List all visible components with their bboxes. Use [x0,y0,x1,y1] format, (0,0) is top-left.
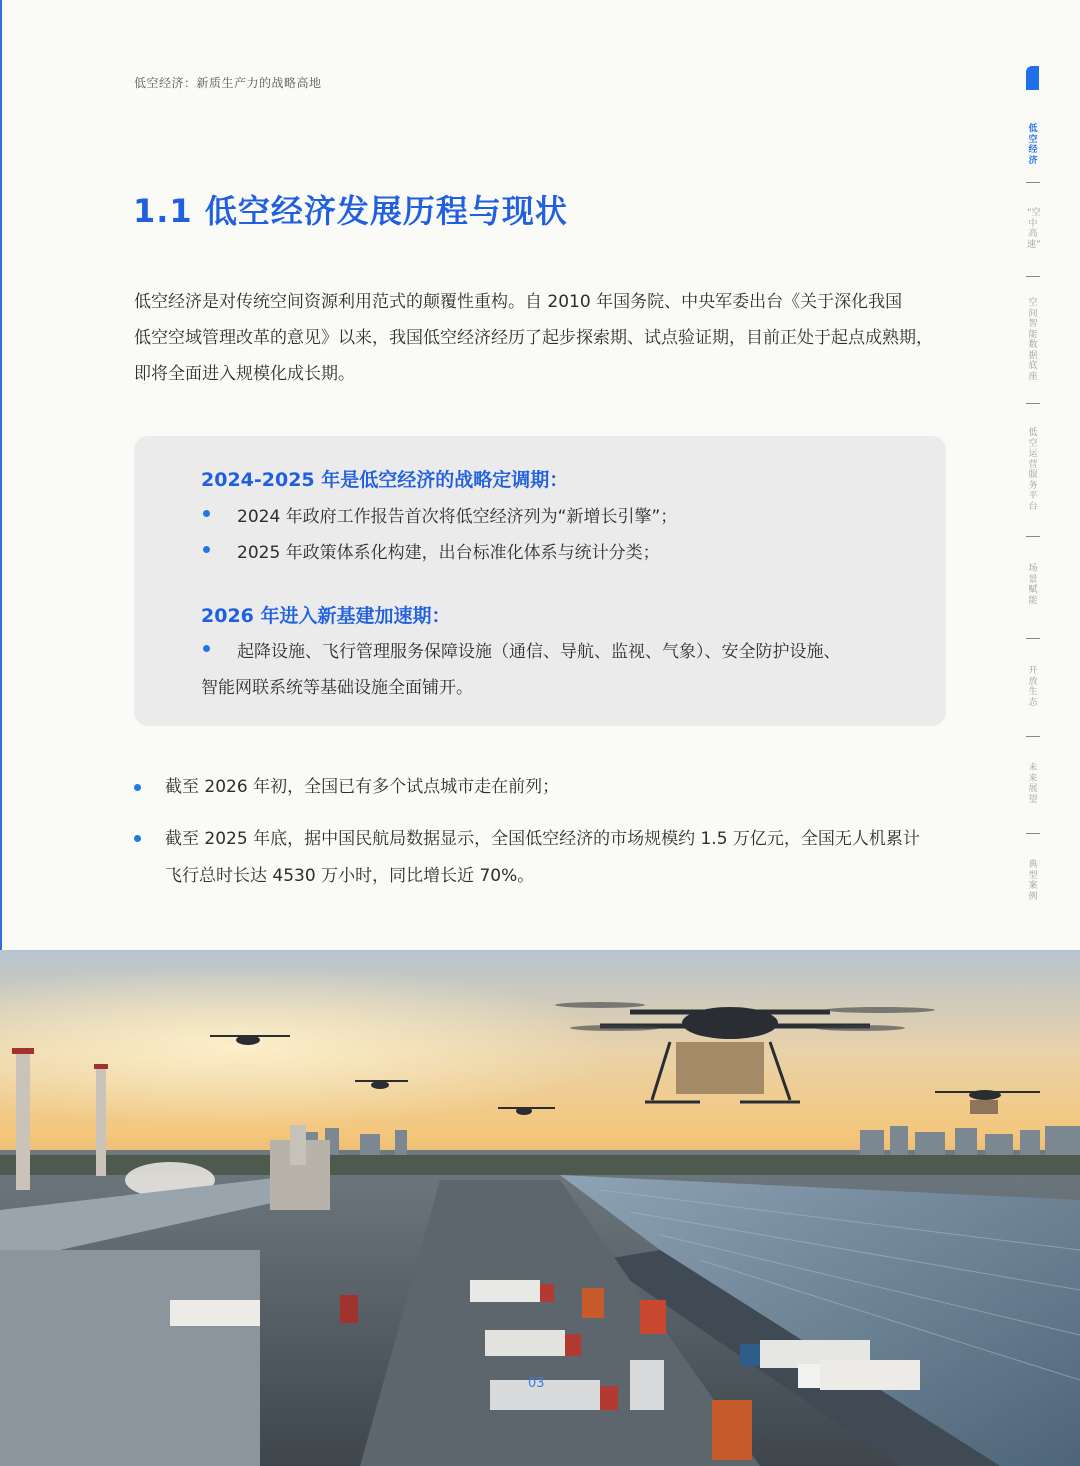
box-list-item: 起降设施、飞行管理服务保障设施（通信、导航、监视、气象）、安全防护设施、 [237,642,841,662]
nav-item-operation-platform[interactable]: 低空运营服务平台 [1028,428,1038,512]
nav-divider [1026,403,1040,404]
bullet-item [165,821,975,895]
page-number: 03 [528,1376,545,1391]
bullet-text: 飞行总时长达 4530 万小时，同比增长近 70%。 [165,866,535,886]
nav-divider [1026,638,1040,639]
bullet-dot [203,546,210,553]
nav-divider [1026,833,1040,834]
side-tab-marker [1026,66,1039,90]
intro-line: 低空空域管理改革的意见》以来，我国低空经济经历了起步探索期、试点验证期，目前正处于起点成熟期， [134,328,933,348]
nav-item-open-ecosystem[interactable]: 开放生态 [1028,666,1038,708]
bullet-dot [134,784,141,791]
bullet-item [165,769,975,806]
box-heading: 2024-2025 年是低空经济的战略定调期： [201,469,569,491]
bullet-dot [134,835,141,842]
bullet-dot [203,645,210,652]
intro-line: 即将全面进入规模化成长期。 [134,364,355,384]
nav-item-outlook[interactable]: 未来展望 [1028,763,1038,805]
nav-divider [1026,536,1040,537]
side-navigation [1018,62,1048,922]
box-list-item-continued: 智能网联系统等基础设施全面铺开。 [201,678,473,698]
nav-item-cases[interactable]: 典型案例 [1028,860,1038,902]
nav-divider [1026,182,1040,183]
left-accent-rule [0,0,2,950]
section-title: 1.1 低空经济发展历程与现状 [133,192,568,230]
nav-item-low-altitude-economy[interactable]: 低空经济 [1028,124,1038,166]
bullet-dot [203,510,210,517]
nav-divider [1026,276,1040,277]
nav-item-spatial-data-base[interactable]: 空间智能数据底座 [1028,298,1038,382]
box-list-item: 2024 年政府工作报告首次将低空经济列为“新增长引擎”； [237,507,678,527]
bullet-text: 截至 2025 年底，据中国民航局数据显示，全国低空经济的市场规模约 1.5 万亿元，全国无人机累计 [165,829,920,849]
bullet-text: 截至 2026 年初，全国已有多个试点城市走在前列； [165,777,560,797]
nav-divider [1026,736,1040,737]
highlight-box [134,436,946,726]
intro-paragraph [134,284,964,392]
box-heading: 2026 年进入新基建加速期： [201,605,451,627]
box-list-item: 2025 年政策体系化构建，出台标准化体系与统计分类； [237,543,660,563]
nav-item-air-highway[interactable]: “空中高速” [1027,208,1041,250]
nav-item-scenarios[interactable]: 场景赋能 [1028,564,1038,606]
running-header: 低空经济：新质生产力的战略高地 [134,76,322,90]
intro-line: 低空经济是对传统空间资源利用范式的颠覆性重构。自 2010 年国务院、中央军委出台《关于深化我国 [134,292,903,312]
